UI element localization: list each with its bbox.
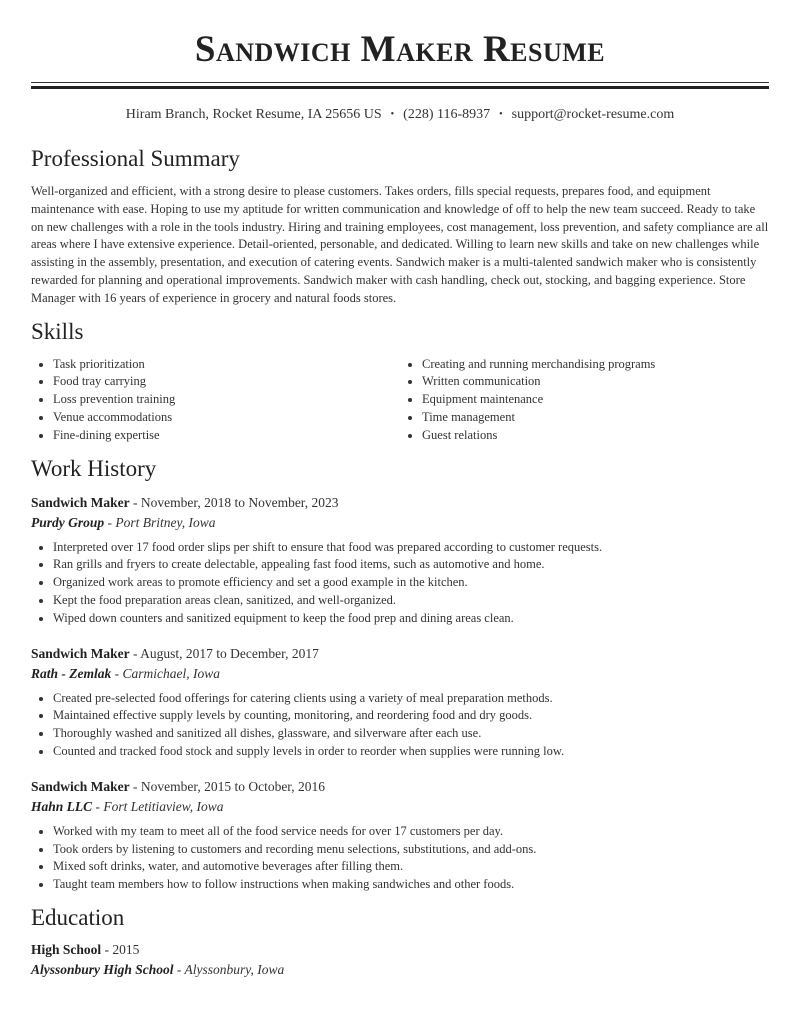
job-duties [31, 823, 769, 894]
contact-info [31, 106, 769, 124]
job-duty: • Thoroughly washed and sanitized all dishes, glassware, and silverware after each use. [53, 725, 769, 743]
skill-item: • Creating and running merchandising programs [422, 356, 769, 374]
job-location: - Port Britney, Iowa [104, 514, 216, 530]
skill-item: • Time management [422, 409, 769, 427]
contact-email: support@rocket-resume.com [511, 107, 675, 122]
job-entry [31, 644, 769, 761]
job-duty: • Interpreted over 17 food order slips per shift to ensure that food was prepared according to customer requests. [53, 539, 769, 557]
job-duties [31, 690, 769, 761]
skills-column-right [400, 356, 769, 445]
job-company: Hahn LLC [31, 798, 93, 814]
education-entry [31, 940, 769, 980]
job-title-line [31, 644, 769, 664]
contact-separator: • [390, 109, 395, 120]
job-company: Purdy Group [31, 514, 105, 530]
skill-item: • Guest relations [422, 427, 769, 445]
skill-item: • Fine-dining expertise [53, 427, 400, 445]
skill-item: • Written communication [422, 373, 769, 391]
education-school-line [31, 960, 769, 980]
skill-item: • Equipment maintenance [422, 391, 769, 409]
job-duty: • Mixed soft drinks, water, and automotive beverages after filling them. [53, 858, 769, 876]
job-duty: • Wiped down counters and sanitized equipment to keep the food prep and dining areas clean. [53, 610, 769, 628]
job-duty: • Counted and tracked food stock and supply levels in order to reorder when supplies were running low. [53, 743, 769, 761]
job-company: Rath - Zemlak [31, 665, 112, 681]
job-company-line [31, 664, 769, 684]
skill-item: • Loss prevention training [53, 391, 400, 409]
title-divider-thick [31, 86, 769, 89]
skills-heading: Skills [31, 318, 84, 344]
education-degree-line [31, 940, 769, 960]
job-dates: - November, 2018 to November, 2023 [129, 494, 339, 510]
job-title-line [31, 493, 769, 513]
job-duty: • Kept the food preparation areas clean, sanitized, and well-organized. [53, 592, 769, 610]
education-school: Alyssonbury High School [31, 961, 174, 977]
title-divider-thin [31, 82, 769, 83]
job-duty: • Taught team members how to follow instructions when making sandwiches and other foods. [53, 876, 769, 894]
job-duty: • Maintained effective supply levels by counting, monitoring, and reordering food and dry goods. [53, 707, 769, 725]
contact-address: Hiram Branch, Rocket Resume, IA 25656 US [125, 107, 382, 122]
job-location: - Carmichael, Iowa [111, 665, 220, 681]
resume-title: Sandwich Maker Resume [194, 29, 606, 70]
job-title: Sandwich Maker [31, 494, 130, 510]
job-duty: • Worked with my team to meet all of the food service needs for over 17 customers per day. [53, 823, 769, 841]
job-location: - Fort Letitiaview, Iowa [92, 798, 224, 814]
summary-heading: Professional Summary [31, 146, 240, 171]
job-title: Sandwich Maker [31, 778, 130, 794]
job-duty: • Ran grills and fryers to create delectable, appealing fast food items, such as automotive and home. [53, 556, 769, 574]
job-duty: • Created pre-selected food offerings for catering clients using a variety of meal preparation methods. [53, 690, 769, 708]
job-dates: - August, 2017 to December, 2017 [129, 645, 319, 661]
job-company-line [31, 513, 769, 533]
job-entry [31, 493, 769, 628]
skill-item: • Venue accommodations [53, 409, 400, 427]
summary-text: Well-organized and efficient, with a strong desire to please customers. Takes orders, fills special requests, prepares food, and equipment maintenance with ease. Hoping to use my aptitude for written communication and knowledge of off to help the new team succeed. Ready to take on new challenges with a role in the tools industry. Hiring and training employees, cost management, loss prevention, and safety compliance are all areas where I have extensive experience. Detail-oriented, personable, and dedicated. Willing to learn new skills and take on new challenges while assisting in the assembly, presentation, and execution of catering events. Sandwich maker is a multi-talented sandwich maker who is consistently rewarded for planning and operational improvements. Sandwich maker with cash handling, check out, stocking, and bagging experience. Store Manager with 16 years of experience in grocery and natural foods stores. [31, 184, 769, 305]
skills-list [31, 356, 769, 445]
education-heading: Education [31, 904, 125, 930]
job-duties [31, 539, 769, 628]
job-duty: • Organized work areas to promote efficiency and set a good example in the kitchen. [53, 574, 769, 592]
skill-item: • Food tray carrying [53, 373, 400, 391]
job-title-line [31, 777, 769, 797]
contact-phone: (228) 116-8937 [403, 107, 491, 122]
education-location: - Alyssonbury, Iowa [173, 961, 285, 977]
job-duty: • Took orders by listening to customers and recording menu selections, substitutions, and add-ons. [53, 841, 769, 859]
work-history-heading: Work History [31, 455, 157, 481]
education-year: - 2015 [101, 941, 140, 957]
job-title: Sandwich Maker [31, 645, 130, 661]
skill-item: • Task prioritization [53, 356, 400, 374]
contact-separator: • [499, 109, 503, 120]
job-dates: - November, 2015 to October, 2016 [129, 778, 326, 794]
job-company-line [31, 797, 769, 817]
skills-column-left [31, 356, 400, 445]
job-entry [31, 777, 769, 894]
education-degree: High School [31, 941, 102, 957]
